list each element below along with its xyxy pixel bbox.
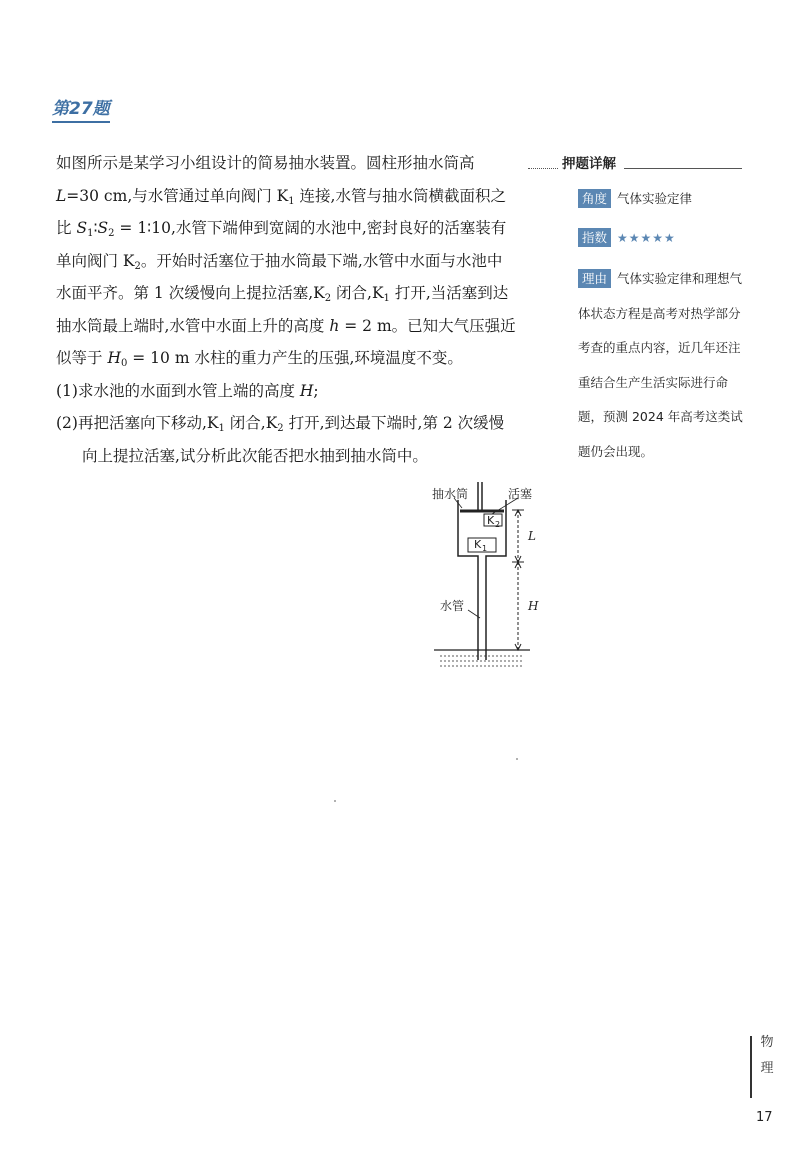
question-line-4 [56, 245, 534, 278]
question-line-6 [56, 310, 534, 343]
sidebar-reason [578, 262, 754, 469]
pump-diagram [420, 478, 560, 674]
cylinder-left-wall [458, 500, 478, 562]
var-S: S [76, 219, 88, 237]
subject-tab [752, 1030, 782, 1082]
text-run: 打开,当活塞到达 [389, 284, 509, 302]
reason-line: 体状态方程是高考对热学部分 [578, 305, 741, 321]
label-k1-sub: 1 [482, 544, 488, 553]
question-title: 第27题 [52, 98, 110, 123]
text-run: ∶ [93, 219, 98, 237]
text-run: ; [313, 381, 319, 400]
text-run: (2)再把活塞向下移动,K [56, 414, 219, 432]
label-H: H [528, 599, 539, 613]
header-rule [624, 156, 742, 169]
question-line-3 [56, 212, 534, 245]
text-run: (1)求水池的水面到水管上端的高度 [56, 381, 300, 400]
subscript: 2 [134, 260, 141, 272]
question-line-7 [56, 342, 534, 375]
question-line-1 [56, 147, 534, 180]
cylinder-right-wall [486, 500, 506, 562]
var-h: h [329, 316, 340, 335]
text-run: 如图所示是某学习小组设计的简易抽水装置。圆柱形抽水筒高 [56, 154, 475, 172]
label-cylinder: 抽水筒 [432, 487, 469, 501]
text-run: 单向阀门 K [56, 251, 135, 270]
text-run: 打开,到达最下端时,第 2 次缓慢 [283, 414, 505, 432]
text-run: 比 [56, 219, 77, 237]
subscript: 2 [108, 228, 115, 239]
label-k2: K [487, 514, 495, 527]
text-run: 似等于 [56, 349, 108, 367]
subscript: 1 [288, 195, 295, 207]
label-pipe: 水管 [440, 599, 465, 613]
text-run: = 1∶10,水管下端伸到宽阔的水池中,密封良好的活塞装有 [114, 219, 507, 237]
subscript: 2 [277, 423, 284, 434]
text-run: 。开始时活塞位于抽水筒最下端,水管中水面与水池中 [140, 251, 503, 270]
reason-line: 重结合生产生活实际进行命 [578, 374, 729, 390]
subscript: 0 [120, 358, 128, 369]
reason-line: 气体实验定律和理想气 [617, 271, 743, 286]
question-line-5 [56, 277, 534, 310]
angle-text: 气体实验定律 [617, 191, 693, 206]
label-k2-sub: 2 [495, 520, 501, 529]
label-piston: 活塞 [508, 487, 533, 501]
var-H: H [107, 349, 121, 367]
dotted-leader [528, 156, 558, 169]
question-line-2 [56, 180, 534, 213]
subscript: 1 [218, 423, 225, 434]
var-L: L [56, 186, 67, 205]
text-run: 向上提拉活塞,试分析此次能否把水抽到抽水筒中。 [82, 446, 428, 465]
text-run: = 10 m 水柱的重力产生的压强,环境温度不变。 [127, 349, 463, 367]
sub-question-1 [56, 375, 534, 408]
scan-speck [334, 800, 336, 802]
text-run: 抽水筒最上端时,水管中水面上升的高度 [56, 316, 330, 335]
index-tag: 指数 [578, 228, 611, 247]
subscript: 1 [383, 293, 390, 304]
text-run: = 2 m。已知大气压强近 [339, 316, 516, 335]
var-H: H [299, 381, 314, 400]
text-run: 连接,水管与抽水筒横截面积之 [294, 186, 506, 205]
reason-line: 考查的重点内容，近几年还注 [578, 340, 741, 355]
sidebar-header [528, 150, 742, 174]
scan-speck [516, 758, 518, 760]
sub-question-2-cont [56, 440, 534, 473]
text-run: 水面平齐。第 1 次缓慢向上提拉活塞,K [56, 284, 325, 302]
label-L: L [528, 529, 536, 543]
text-run: 闭合,K [224, 414, 278, 432]
reason-tag: 理由 [578, 269, 611, 288]
label-k1: K [474, 538, 482, 551]
sub-question-2 [56, 407, 534, 440]
reason-line: 题，预测 2024 年高考这类试 [578, 409, 743, 424]
sidebar-index-row [578, 228, 676, 247]
subject-char: 物 [760, 1035, 774, 1050]
reason-line: 题仍会出现。 [578, 443, 654, 459]
subject-char: 理 [760, 1061, 774, 1076]
star-rating-icon: ★★★★★ [617, 231, 676, 245]
question-body [56, 147, 534, 472]
angle-tag: 角度 [578, 189, 611, 208]
sidebar-angle-row [578, 189, 692, 208]
var-S: S [97, 219, 109, 237]
text-run: 闭合,K [331, 284, 384, 302]
subscript: 2 [324, 293, 332, 304]
sidebar-header-text: 押题详解 [562, 156, 616, 172]
page-number: 17 [756, 1110, 773, 1125]
text-run: =30 cm,与水管通过单向阀门 K [66, 186, 289, 205]
subscript: 1 [87, 228, 94, 239]
